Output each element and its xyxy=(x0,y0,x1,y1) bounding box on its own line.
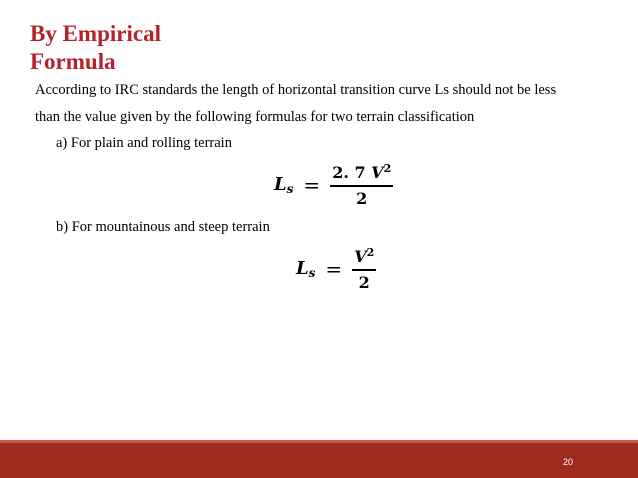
formula-b-lhs: $L_s$ xyxy=(296,258,316,280)
formula-b-equals: = xyxy=(325,257,343,281)
formula-a-fraction xyxy=(330,162,393,208)
page-number: 20 xyxy=(563,457,574,467)
formula-a-equals: = xyxy=(303,173,321,197)
item-mountainous-steep-terrain: b) For mountainous and steep terrain xyxy=(56,219,270,235)
intro-text-line-2: than the value given by the following formulas for two terrain classification xyxy=(35,109,475,125)
formula-b-denominator: 2 xyxy=(358,273,370,292)
intro-text-line-1: According to IRC standards the length of horizontal transition curve Ls should not be less xyxy=(35,82,557,98)
formula-b-fraction xyxy=(352,246,376,292)
slide-title-line-1: By Empirical xyxy=(30,21,161,46)
formula-a-lhs: $L_s$ xyxy=(274,174,294,196)
formula-a-denominator: 2 xyxy=(356,189,368,208)
formula-a-numerator: 2. 7 $V^2$ xyxy=(332,162,392,182)
formula-mountainous-terrain xyxy=(296,246,376,292)
slide-title-line-2: Formula xyxy=(30,49,116,74)
formula-plain-terrain xyxy=(274,162,393,208)
item-plain-rolling-terrain: a) For plain and rolling terrain xyxy=(56,135,232,151)
slide-title xyxy=(30,20,161,76)
formula-b-numerator: $V^2$ xyxy=(354,246,375,266)
footer-band xyxy=(0,440,638,478)
